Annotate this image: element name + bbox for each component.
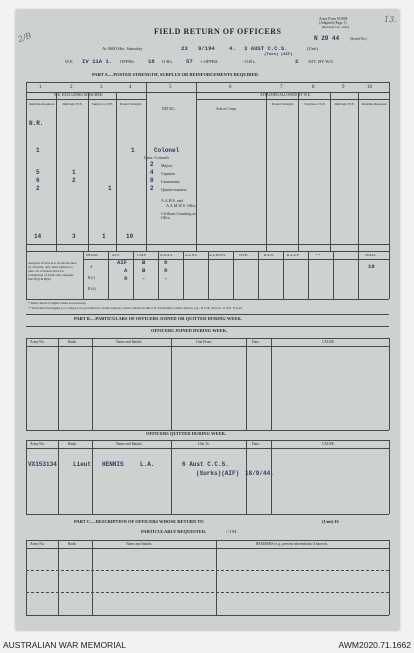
part-c-col-head: Army No.: [30, 542, 45, 546]
analysis-bottom-border: [26, 299, 389, 300]
col-head-deficient: Deficient W.E.: [62, 102, 83, 106]
day-value: 23: [181, 45, 188, 52]
we-label: W.E.: [65, 59, 74, 64]
quitted-col-head: Date.: [252, 442, 260, 446]
col1-value: 5: [36, 169, 40, 176]
joined-col-head: Army No.: [30, 340, 45, 344]
col1-value: 1: [36, 147, 40, 154]
col1-value: 2: [36, 185, 40, 192]
analysis-head: R.A.N.: [264, 253, 274, 257]
total-deficient: 3: [72, 233, 76, 240]
part-c-col-head: Name and Initials.: [126, 542, 153, 546]
quitted-rank: Lieut: [73, 461, 92, 468]
analysis-head: CIVIL.: [239, 253, 249, 257]
group-heading-we: W.E. EXCLUDING ATTACHED.: [54, 93, 104, 97]
analysis-total: 10: [368, 263, 375, 270]
form-number-line-3: (Revised Jan. 1942): [322, 25, 350, 29]
analysis-head: DETAIL.: [86, 253, 99, 257]
quitted-unit-sub: (Surks)(AIF): [196, 470, 240, 477]
part-c-col-head: REMARKS (e.g., present whereabouts if known).: [256, 542, 328, 546]
quitted-col-head: Name and Initials.: [116, 442, 143, 446]
ors-label: O.R's.: [162, 59, 174, 64]
analysis-cell: B: [142, 259, 146, 266]
marker-nr: N.R.: [29, 120, 44, 127]
analysis-head: A.A.N.S.: [185, 253, 198, 257]
unit-label: (Unit): [307, 46, 318, 51]
col-number: 7: [280, 85, 283, 90]
analysis-cell: AIF: [117, 259, 128, 266]
detail-typed-colonel: Colonel: [154, 147, 180, 154]
part-c-col-head: Rank.: [68, 542, 77, 546]
detail-quartermasters: Quarter-masters: [161, 187, 187, 192]
detail-captains: Captains: [161, 171, 175, 176]
col-number: 10: [367, 85, 372, 90]
part-b-heading: PART B.—PARTICULARS OF OFFICERS JOINED OR QUITTED DURING WEEK.: [74, 316, 242, 321]
joined-col-head: Date.: [252, 340, 260, 344]
quitted-date: 18/9/44.: [245, 470, 274, 477]
quitted-initials: L.A.: [140, 461, 155, 468]
part-c-unit-label: (Unit) IS: [322, 519, 339, 524]
col-number: 3: [100, 85, 103, 90]
offrs-label: OFFRS.: [120, 59, 135, 64]
col-number: 8: [312, 85, 315, 90]
analysis-cell: 8: [164, 259, 168, 266]
form-number-line-1: Army Form W3008: [319, 17, 348, 21]
col-number: 1: [39, 85, 42, 90]
col-number: 9: [342, 85, 345, 90]
unit-sub-value: (Tocs) (AIF): [264, 53, 293, 57]
col-head-surplus: Surplus to W.E.: [91, 102, 114, 106]
quitted-col-head: Army No.: [30, 442, 45, 446]
we-value: IV 11A 1.: [82, 58, 113, 65]
time-day-label: At 0600 Hrs. Saturday: [102, 46, 143, 51]
part-c-heading: PART C.—DESCRIPTION OF OFFICERS WHOSE RETURN TO: [74, 519, 204, 524]
quitted-unit-to: 6 Aust C.C.S.: [182, 461, 229, 468]
col-head-detail: DETAIL.: [162, 107, 176, 111]
footnote-1: * Insert detail of higher ranks as necessary.: [28, 301, 87, 305]
part-a-heading: PART A.—POSTED STRENGTH, SURPLUS OR REINFORCEMENTS REQUIRED.: [92, 72, 259, 77]
quitted-col-head: Rank.: [68, 442, 77, 446]
analysis-head: R.A.A.F.: [287, 253, 300, 257]
minus-ors-label: - O.R's.: [242, 59, 256, 64]
col5-value: 2: [150, 161, 154, 168]
analysis-head: A.A.M.W.S.: [209, 253, 226, 257]
analysis-cell: A: [124, 267, 128, 274]
quitted-col-head: CAUSE.: [322, 442, 335, 446]
analysis-note: Analysis of Part A to be shown here by all units; only units entitled to para. 10 of instructions for completion of form will complete Part B(i) & B(ii).: [28, 261, 77, 281]
group-heading-attached: ATTACHED ALLOWED BY W.E.: [260, 93, 311, 97]
attached-value: 2: [295, 58, 299, 65]
plus-offrs-label: + OFFRS.: [200, 59, 219, 64]
col-number: 2: [70, 85, 73, 90]
joined-col-head: Unit From.: [196, 340, 212, 344]
analysis-cell: 8: [124, 275, 128, 282]
analysis-cell: -: [142, 275, 146, 282]
quitted-army-no: VX153134: [28, 461, 57, 468]
col4-value: 1: [108, 185, 112, 192]
detail-majors: Majors: [161, 163, 173, 168]
col-number: 5: [169, 85, 172, 90]
analysis-row-label: B (i): [88, 276, 95, 280]
col5-value: 4: [150, 169, 154, 176]
offrs-value: 18: [148, 58, 155, 65]
col4-value: 1: [131, 147, 135, 154]
col5-value: 2: [150, 185, 154, 192]
col-head-posted-strength: Posted Strength.: [119, 102, 143, 106]
joined-heading: OFFICERS JOINED DURING WEEK.: [151, 328, 228, 333]
col-head-deficient-attached: Deficient W.E.: [334, 102, 355, 106]
col-head-surplus-attached: Surplus to W.E.: [304, 102, 326, 106]
part-c-date: / /194 .: [226, 529, 239, 534]
total-surplus: 1: [102, 233, 106, 240]
detail-lieut-colonels: Lieut.-Colonels: [144, 155, 169, 160]
year-digit: 4.: [229, 45, 236, 52]
footnote-2: ** Personnel belonging to a category not provided for in the analysis will be shown in this Col. Particulars will be shown, e.g., 2i U.K. Forces; 1i N.E. Forces: [28, 306, 243, 310]
total-refs-required: 14: [34, 233, 42, 240]
quitted-heading: OFFICERS QUITTED DURING WEEK.: [146, 431, 227, 436]
joined-col-head: CAUSE.: [322, 340, 335, 344]
analysis-row-label: B (ii): [88, 287, 96, 291]
pencil-note: 2/B: [16, 30, 33, 45]
analysis-head: * *: [316, 253, 321, 257]
serial-number: N 29 44: [314, 35, 340, 42]
attached-label: ATT. BY W.E.: [308, 59, 335, 64]
detail-aahs: A.A.H.S. and: [161, 198, 183, 203]
analysis-head: A.W.A.S.: [160, 253, 174, 257]
quitted-name: HENNIS: [102, 461, 124, 468]
col5-value: 8: [150, 177, 154, 184]
detail-civilians: Civilians Counting as Offrs.: [161, 211, 196, 220]
analysis-head: C.M.F.: [137, 253, 147, 257]
joined-col-head: Name and Initials.: [116, 340, 143, 344]
analysis-row-label: A: [90, 265, 93, 269]
col-head-arm-corps: Arm or Corps.: [216, 107, 237, 111]
col2-value: 1: [72, 169, 76, 176]
form-sheet: [16, 10, 399, 630]
analysis-head: TOTAL.: [365, 253, 377, 257]
part-c-requested: PARTICULARLY REQUESTED.: [141, 529, 207, 534]
month-year-value: 9/194: [198, 45, 215, 52]
total-posted-strength: 10: [126, 233, 134, 240]
col1-value: 6: [36, 177, 40, 184]
analysis-cell: B: [142, 267, 146, 274]
col-number: 6: [229, 85, 232, 90]
footer-accession-number: AWM2020.71.1662: [338, 640, 411, 650]
detail-lieutenants: Lieutenants: [161, 179, 180, 184]
footer-credit: AUSTRALIAN WAR MEMORIAL: [3, 640, 126, 650]
analysis-cell: -: [164, 275, 168, 282]
col-number: 4: [129, 85, 132, 90]
ors-value: 57: [186, 58, 193, 65]
unit-value: 3 AUST C.C.S.: [244, 45, 288, 52]
analysis-head: A.I.F.: [112, 253, 120, 257]
col-head-refs-required: Refs/Re-Required.: [29, 102, 55, 106]
part-a-top-border: [26, 82, 389, 83]
joined-col-head: Rank.: [68, 340, 77, 344]
form-number-line-2: (Adapted) (Page 1): [319, 21, 347, 25]
serial-label: (Serial No.): [350, 37, 367, 41]
col-head-refs-required-attached: Refs/Re-Required.: [361, 102, 388, 106]
form-title: FIELD RETURN OF OFFICERS: [154, 27, 282, 36]
totals-row-border: [26, 244, 389, 245]
col2-value: 2: [72, 177, 76, 184]
corner-page-number: 13.: [384, 15, 397, 24]
analysis-cell: 8: [164, 267, 168, 274]
quitted-col-head: Unit To.: [198, 442, 210, 446]
detail-aamws: A.A.M.W.S. Offrs.: [166, 203, 197, 208]
col-head-posted-strength-attached: Posted Strength.: [271, 102, 295, 106]
